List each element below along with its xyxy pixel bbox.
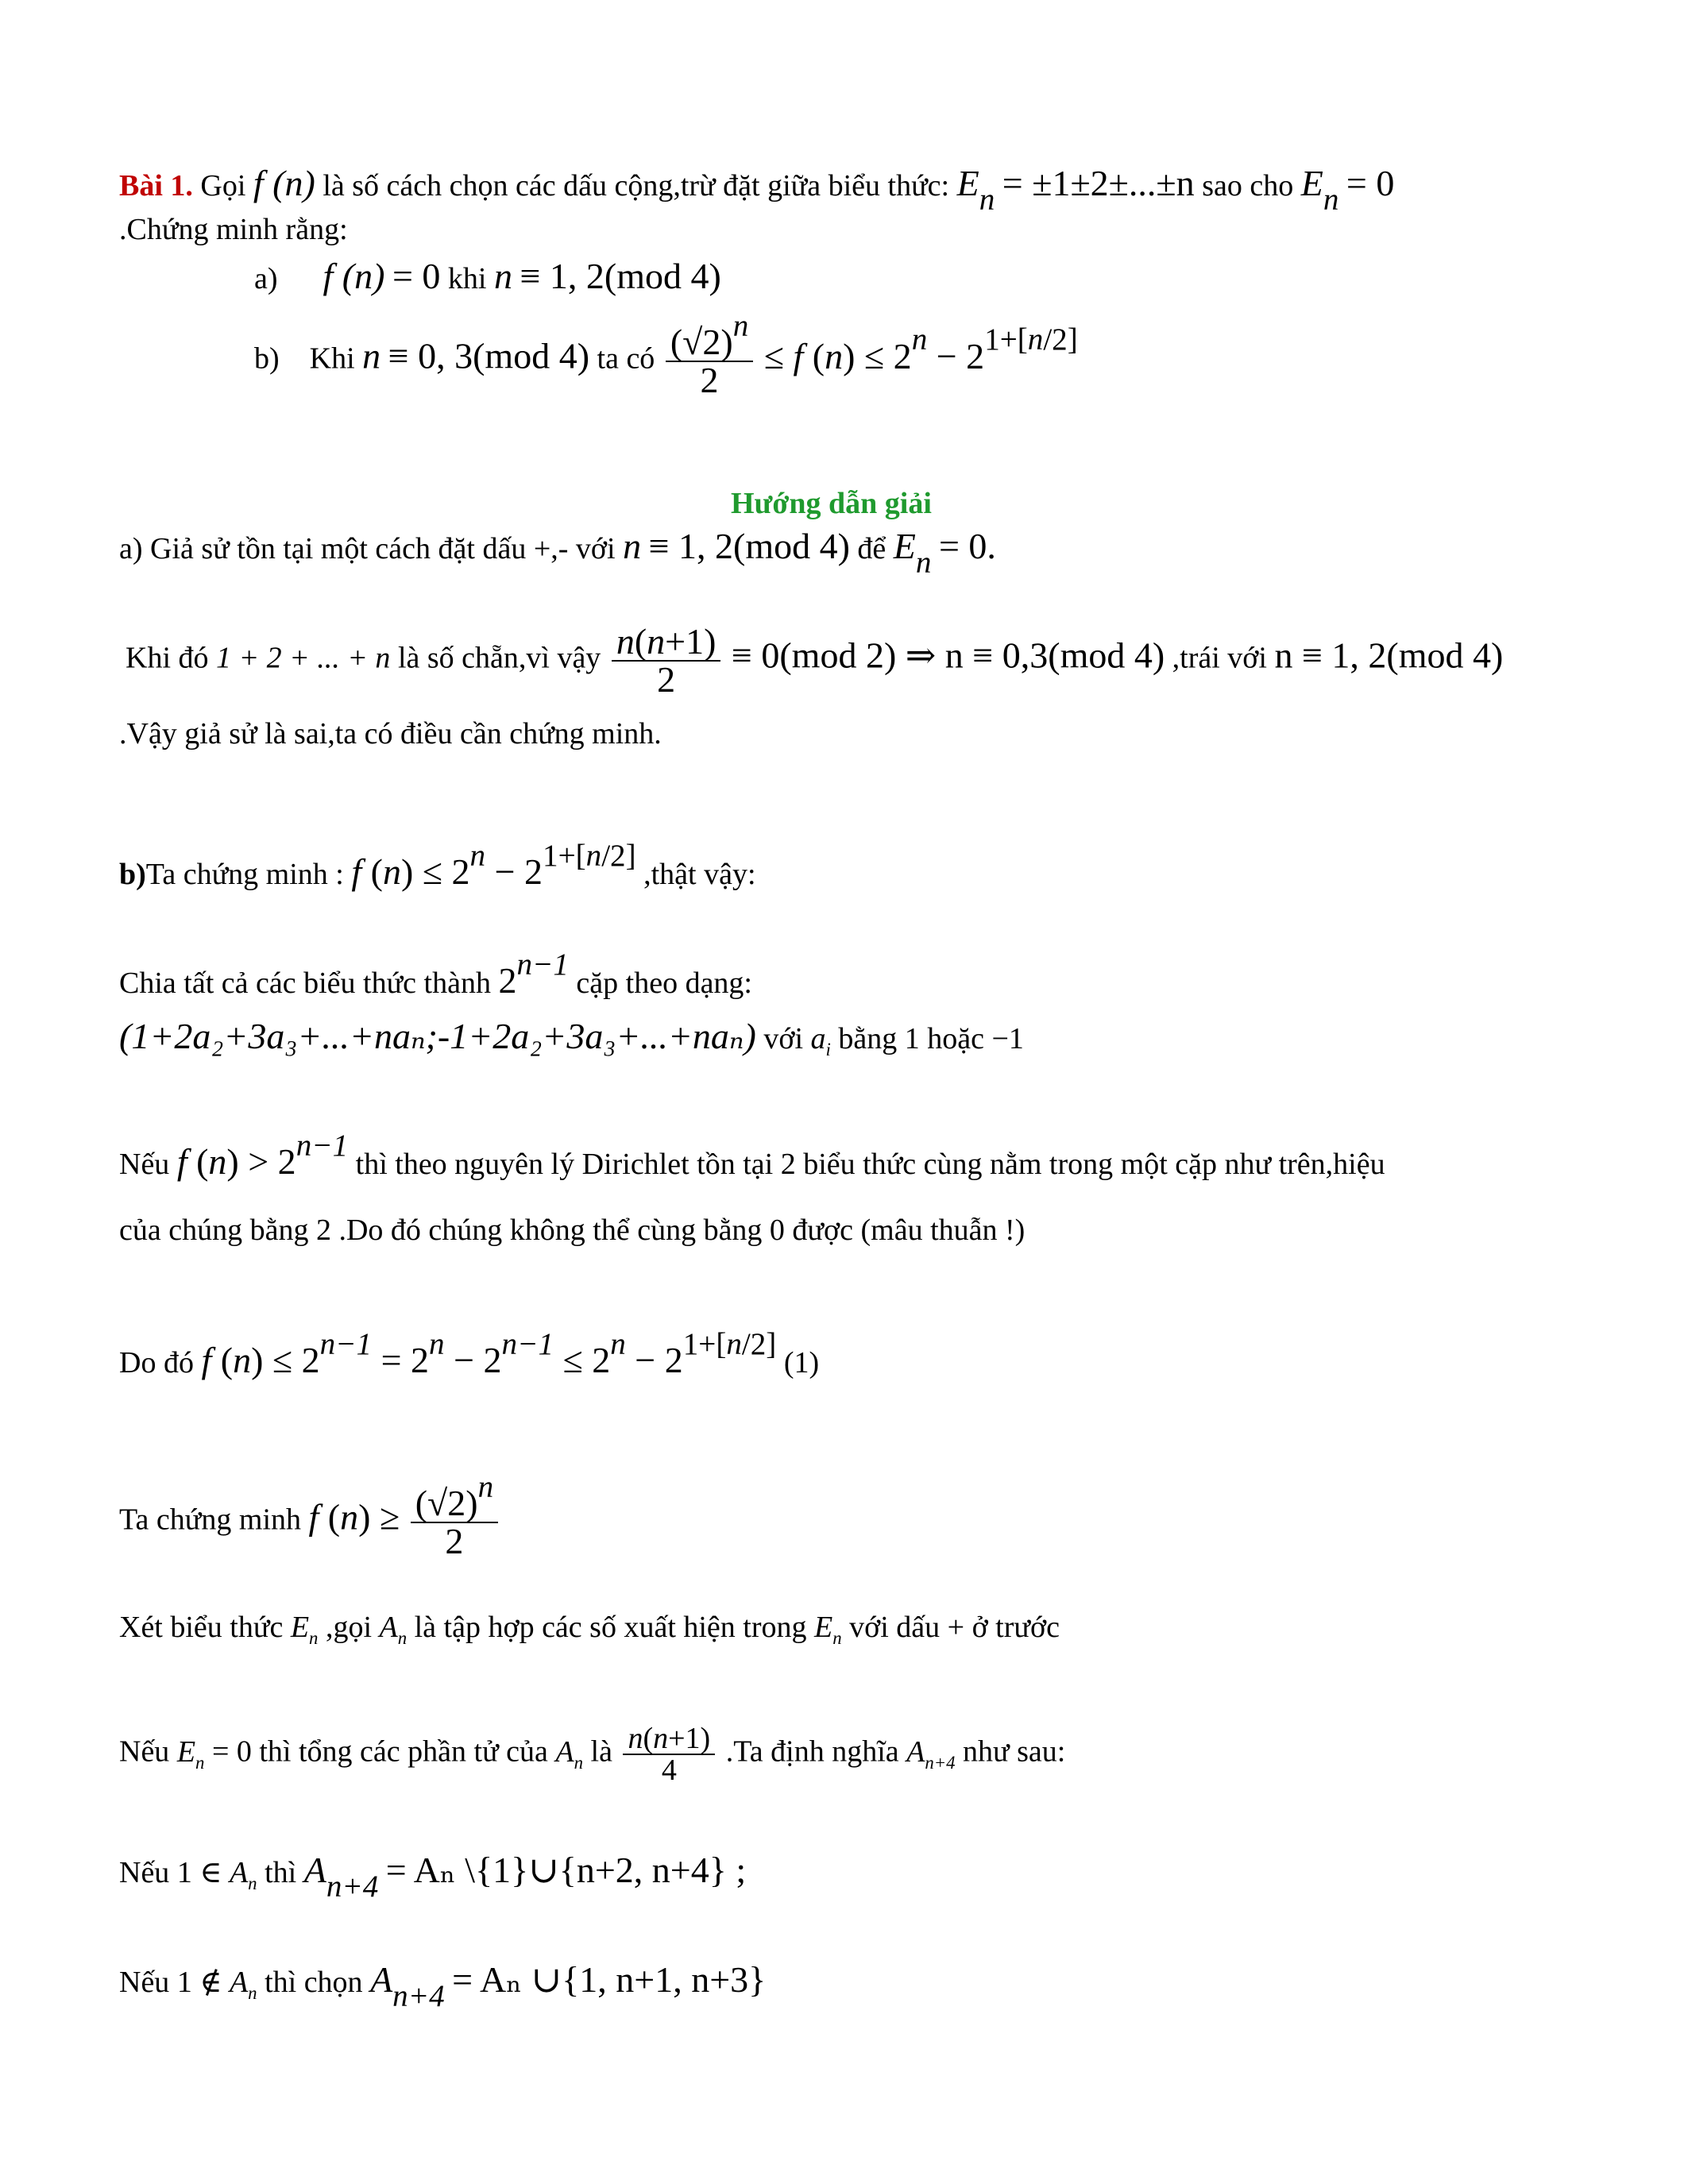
part-b-mod: ≡ 0, 3(mod 4) [388,335,590,376]
neu4-text: Nếu [119,1966,170,1999]
an-n2: $A_n$ [555,1734,584,1773]
n-symbol-b: n [362,335,381,376]
sol-b-end: ,thật vậy: [643,858,756,891]
part-a [254,258,721,295]
dodo-text: Do đó [119,1346,194,1379]
neu2-def: .Ta định nghĩa [725,1734,899,1769]
statement-text-1: là số cách chọn các dấu cộng,trừ đặt giữa biểu thức: [323,169,950,203]
sqrt2-frac: $\frac{(√2)^n}{2}$ [666,324,753,399]
neu4-set: = Aₙ ∪{1, n+1, n+3} [452,1959,767,2000]
sol-b-label: b) [119,858,146,891]
eq-number: (1) [783,1346,820,1379]
pair-line [119,1016,1024,1060]
pair-expr: (1+2a₂+3a₃+...+naₙ;-1+2a₂+3a₃+...+naₙ) [119,1016,756,1056]
xet-mid2: là tập hợp các số xuất hiện trong [414,1611,807,1644]
neu3-set: = Aₙ \{1}∪{n+2, n+4} ; [385,1850,747,1890]
part-b-when: Khi [309,341,355,376]
ineq-upper: f $(n) \le 2^n - 2^{1+[n/2]}$ [351,838,636,892]
problem-title: Bài 1. [119,169,193,203]
part-b-taco: ta có [597,341,655,376]
sol-a-de: để [857,532,886,565]
sol-a-mod: ≡ 1, 2(mod 4) [648,526,850,566]
xet-mid: ,gọi [325,1611,372,1644]
problem-line-1 [119,163,1395,217]
an-n3: $A_n$ [229,1856,257,1894]
chia-line [119,947,752,1001]
sol-a-line2 [126,623,1503,698]
tachung-line [119,1469,501,1561]
prove-text: .Chứng minh rằng: [119,213,348,246]
fn-symbol: f (n) [253,163,315,203]
en-symbol-2: $E_n$ [1300,163,1339,217]
neu3-text: Nếu [119,1856,170,1889]
neu2-la: là [590,1734,612,1769]
neu3-thi: thì [265,1856,297,1889]
sol-a2-mod: n ≡ 1, 2(mod 4) [1274,635,1504,676]
solution-heading: Hướng dẫn giải [731,487,932,520]
an-n4: $A_n$ [229,1966,257,2004]
sol-a-text: a) Giả sử tồn tại một cách đặt dấu +,- với [119,532,616,565]
neu1-line [119,1128,1385,1182]
neu1-mid: thì theo nguyên lý Dirichlet tồn tại 2 biểu thức cùng nằm trong một cặp như trên,hiệu [355,1148,1385,1181]
part-a-label: a) [254,262,278,295]
sol-a-line1 [119,526,996,580]
sol-a2-start: Khi đó [126,641,209,675]
en-x: $E_n$ [290,1611,319,1649]
xet-text: Xét biểu thức [119,1611,284,1644]
tachung-text: Ta chứng minh [119,1503,302,1537]
fn-a: f (n) [323,256,385,296]
an4-n2: $A_{n+4}$ [906,1734,956,1773]
en-symbol: $E_n$ [956,163,995,217]
neu1-ineq: f $(n) > 2^{n-1}$ [176,1128,349,1182]
cua-text: của chúng bằng 2 .Do đó chúng không thể cùng bằng 0 được (mâu thuẫn !) [119,1214,1026,1247]
sol-a2-res: ≡ 0(mod 2) ⇒ n ≡ 0,3(mod 4) [731,635,1165,676]
chia-end: cặp theo dạng: [576,967,752,1000]
en-n2: $E_n$ [176,1734,205,1773]
sol-b-text: Ta chứng minh : [145,858,344,891]
en-expression: = ±1±2±...±n [1002,163,1195,203]
dodo-line [119,1326,820,1380]
neu2-mid: thì tổng các phần tử của [259,1734,548,1769]
dodo-chain: f $(n) \le 2^{n-1} = 2^n - 2^{n-1} \le 2^n - 2^{1+[n/2]}$ [201,1326,777,1380]
sol-a2-mid: là số chẵn,vì vậy [397,641,601,675]
sol-a3-text: .Vậy giả sử là sai,ta có điều cần chứng minh. [119,717,662,751]
part-b [254,308,1078,400]
sum-frac: $\frac{n(n+1)}{2}$ [612,623,721,698]
sol-a-line3 [119,719,662,749]
sol-a-eq: = 0. [938,526,996,566]
an-x: $A_n$ [379,1611,408,1649]
chia-text: Chia tất cả các biểu thức thành [119,967,491,1000]
intro-text: Gọi [200,169,246,203]
neu3-line: Nếu 1 ∈ $A_n$ thì $A_{n+4} = A_n$ \{1}∪{n+2, n+4} ; [119,1850,747,1904]
en-zero: = 0 [1346,163,1395,203]
part-a-eq: = 0 [392,256,441,296]
ineq-b: ≤ f $(n) \le 2^n - 2^{1+[n/2]}$ [763,322,1078,376]
part-b-label: b) [254,341,280,376]
xet-end: với dấu + ở trước [849,1611,1060,1644]
tachung-frac: $\frac{(√2)^n}{2}$ [411,1485,498,1560]
an4-n4: $A_{n+4}$ [370,1959,445,2013]
pair-end: bằng 1 hoặc −1 [838,1022,1024,1055]
sol-a2-sum: 1 + 2 + ... + n [216,641,391,675]
neu1-text: Nếu [119,1148,170,1181]
statement-text-2: sao cho [1202,169,1294,203]
chia-pow: $2^{n-1}$ [498,947,569,1001]
neu4-line: Nếu 1 ∉ $A_n$ thì chọn $A_{n+4} = A_n$ ∪{1, n+1, n+3} [119,1959,767,2013]
xet-line [119,1611,1060,1649]
en-x2: $E_n$ [814,1611,842,1649]
an4-n3: $A_{n+4}$ [303,1850,379,1904]
pair-voi: với [763,1022,804,1055]
neu2-line: Nếu $E_n = 0$ thì tổng các phần tử của $A_n$ là $\frac{n(n+1)}{4}$ .Ta định nghĩa $A_{n+4}$ như sau: [119,1722,1066,1787]
cua-line [119,1215,1025,1245]
ai-symbol: $a_i$ [810,1022,831,1060]
part-a-mod: ≡ 1, 2(mod 4) [520,256,721,296]
neu2-frac: $\frac{n(n+1)}{4}$ [623,1723,715,1785]
tachung-ineq: f (n) ≥ [308,1496,400,1538]
sol-b-line1 [119,838,756,892]
part-a-when: khi [447,262,487,295]
prove-line [119,214,348,245]
neu2-end: như sau: [963,1734,1066,1769]
neu2-text: Nếu [119,1734,170,1769]
sol-a2-trai: ,trái với [1172,641,1267,675]
en-sym: $E_n$ [893,526,932,580]
n-sym: n [623,526,642,566]
n-symbol: n [493,256,512,296]
neu4-thi: thì chọn [265,1966,363,1999]
